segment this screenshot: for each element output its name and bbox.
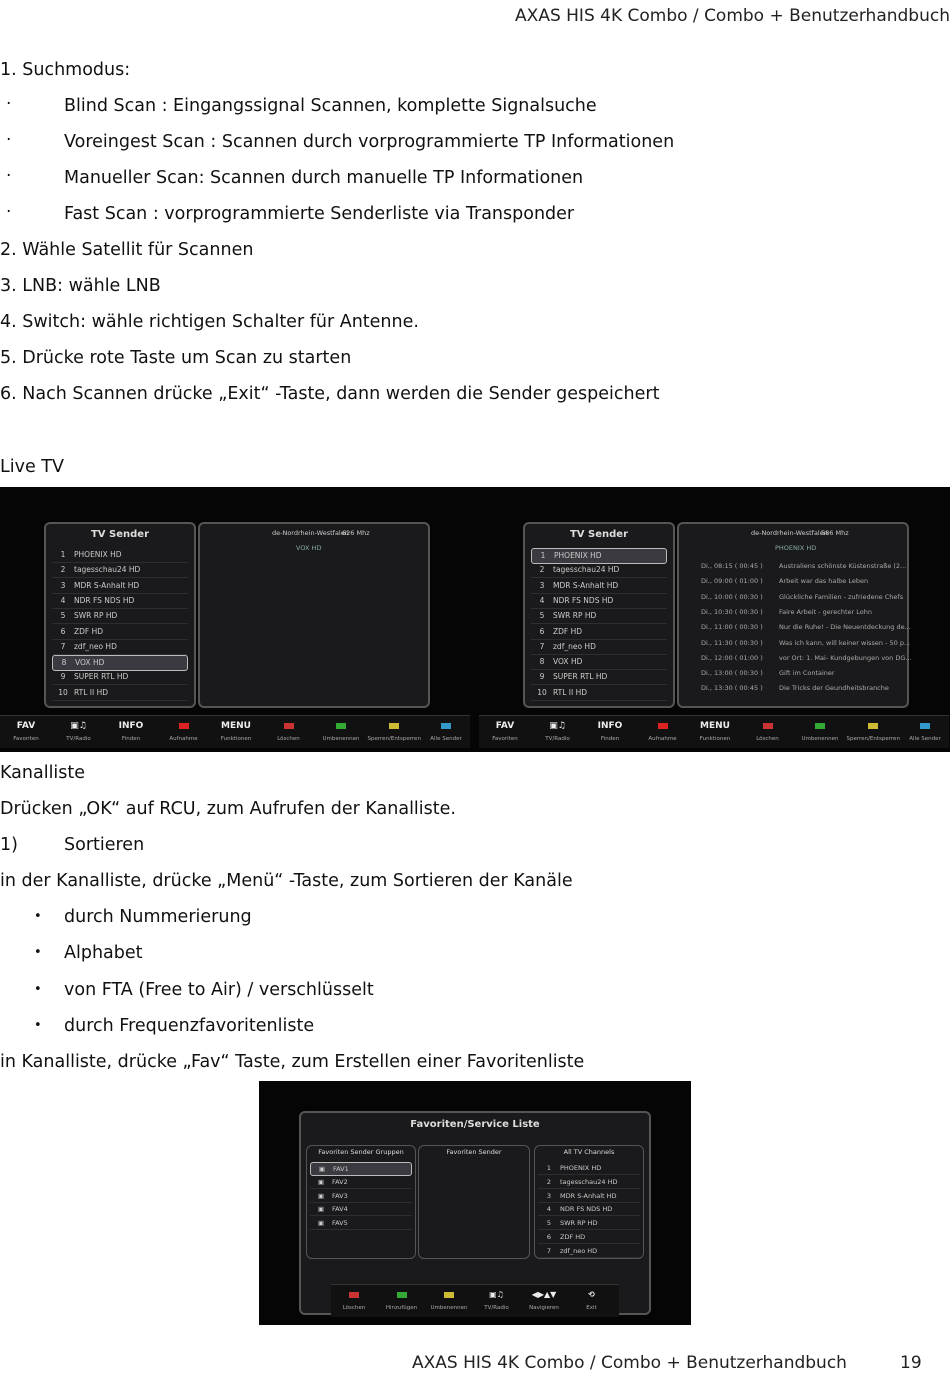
channel-name: tagesschau24 HD [74,565,141,575]
info-frequency: 626 Mhz [342,529,370,537]
fav-group-name: FAV3 [332,1191,348,1200]
button-label [742,721,794,733]
channel-number: 3 [60,580,66,590]
epg-time: Di., 10:30 ( 00:30 ) [701,607,763,616]
function-button [899,716,950,748]
button-label [426,1290,472,1302]
channel-row [52,563,188,578]
channel-row [52,625,188,640]
channel-row [531,625,667,640]
channel-number: 5 [539,611,545,621]
button-caption: Umbenennen [430,1305,468,1311]
channel-name: PHOENIX HD [554,551,602,560]
button-label [899,721,950,733]
channel-name: ZDF HD [560,1233,586,1241]
sort-option-frequency: durch Frequenzfavoritenliste [64,1016,315,1036]
epg-title: Gift im Container [779,669,835,678]
button-label [637,721,689,733]
button-caption: Aufnahme [169,736,198,742]
bullet: · [6,202,12,222]
all-channel-row [538,1162,640,1175]
channel-name: zdf_neo HD [74,641,117,651]
button-label: ▣♫ [549,721,566,731]
epg-title: Nur die Ruhe! - Die Neuentdeckung de... [779,623,911,632]
channel-name: NDR FS NDS HD [553,595,614,605]
button-label [420,721,472,733]
epg-title: Glückliche Familien - zufriedene Chefs [779,592,904,601]
sort-number: 1) [0,835,18,855]
button-caption: Sperren/Entsperren [846,736,900,742]
channel-row [531,579,667,594]
button-caption: Löschen [342,1305,366,1311]
menu-instruction: in der Kanalliste, drücke „Menü“ -Taste, zum Sortieren der Kanäle [0,871,573,891]
button-label: FAV [495,721,515,731]
epg-title: Arbeit war das halbe Leben [779,577,869,586]
channel-info-panel [677,522,912,708]
color-key-icon [815,723,825,729]
fav-channels-column [418,1145,530,1259]
step-3: 3. LNB: wähle LNB [0,276,161,296]
bullet: • [34,982,42,997]
epg-title: Faire Arbeit - gerechter Lohn [779,607,872,616]
button-label: ▣♫ [489,1290,504,1299]
channel-number: 1 [540,551,546,560]
button-label [847,721,899,733]
channel-number: 1 [546,1164,552,1172]
button-label: ◀▶▲▼ [531,1290,557,1299]
button-caption: Exit [586,1305,597,1311]
tv-sender-panel [44,522,196,708]
button-label [368,721,420,733]
button-caption: Löschen [756,736,779,742]
channel-name: SWR RP HD [560,1219,598,1228]
function-button [420,716,472,748]
button-caption: Navigieren [529,1305,559,1311]
button-label [315,721,367,733]
step-5: 5. Drücke rote Taste um Scan zu starten [0,348,352,368]
channel-number: 10 [537,687,547,697]
function-button [263,716,315,748]
channel-name: SUPER RTL HD [553,672,608,682]
color-key-icon [868,723,878,729]
button-caption: Hinzufügen [385,1305,418,1311]
fav-channels-header: Favoriten Sender [446,1148,502,1156]
epg-time: Di., 11:00 ( 00:30 ) [701,623,763,632]
channel-info-panel [198,522,430,708]
button-label [331,1290,377,1302]
channel-name: VOX HD [553,657,583,667]
all-channel-row [538,1176,640,1189]
epg-title: Australiens schönste Küstenstraße (2... [779,562,907,570]
channel-name: RTL II HD [553,687,588,697]
page-footer: AXAS HIS 4K Combo / Combo + Benutzerhandbuch [412,1353,847,1373]
button-label: FAV [16,721,36,731]
live-tv-screenshot [0,487,950,752]
tv-icon: ▣ [317,1177,325,1186]
bullet: • [34,1018,42,1033]
fav-group-row [310,1217,412,1230]
function-button [742,716,794,748]
button-caption: Finden [600,736,620,742]
sort-option-alphabet: Alphabet [64,943,143,963]
function-button [315,716,367,748]
color-key-icon [658,723,668,729]
color-key-icon [397,1292,407,1298]
tv-icon: ▣ [318,1165,326,1173]
function-button [479,716,531,748]
all-channels-header: All TV Channels [563,1148,615,1156]
button-label: INFO [118,721,144,731]
button-caption: Aufnahme [648,736,677,742]
channel-name: tagesschau24 HD [553,565,620,575]
button-caption: TV/Radio [66,736,91,742]
info-region: de-Nordrhein-Westfalen [751,529,828,537]
button-caption: Alle Sender [430,736,462,742]
step-2: 2. Wähle Satellit für Scannen [0,240,254,260]
button-label [379,1290,425,1302]
button-caption: Funktionen [220,736,252,742]
info-current-channel: PHOENIX HD [775,544,817,552]
info-frequency: 586 Mhz [821,529,849,537]
button-caption: Favoriten [492,736,518,742]
function-button [532,716,584,748]
channel-number: 2 [539,565,545,575]
channel-row [531,655,667,670]
channel-name: SWR RP HD [553,611,597,621]
button-label: MENU [221,721,251,731]
fav-group-name: FAV2 [332,1177,348,1186]
channel-number: 9 [539,672,545,682]
function-button [210,716,262,748]
step-1-title: 1. Suchmodus: [0,60,131,80]
ok-instruction: Drücken „OK“ auf RCU, zum Aufrufen der Kanalliste. [0,799,456,819]
channel-name: MDR S-Anhalt HD [560,1191,617,1200]
channel-number: 5 [546,1219,552,1228]
channel-number: 7 [60,641,66,651]
function-button [105,716,157,748]
favorites-button-bar [331,1284,619,1317]
scan-mode-preset: Voreingest Scan : Scannen durch vorprogrammierte TP Informationen [64,132,675,152]
channel-number: 6 [60,626,66,636]
button-caption: Umbenennen [801,736,839,742]
channel-row [531,686,667,701]
bullet: · [6,130,12,150]
button-label: ▣♫ [70,721,87,731]
channel-number: 6 [539,626,545,636]
all-channel-row [538,1203,640,1216]
channel-row [531,594,667,609]
epg-title: Die Tricks der Geundheitsbranche [779,684,889,693]
bullet: • [34,909,42,924]
channel-row [52,609,188,624]
color-key-icon [336,723,346,729]
function-button [521,1285,567,1317]
channel-name: SUPER RTL HD [74,672,129,682]
channel-number: 4 [60,595,66,605]
epg-time: Di., 10:00 ( 00:30 ) [701,592,763,601]
button-label: MENU [700,721,730,731]
color-key-icon [284,723,294,729]
button-label: INFO [597,721,623,731]
channel-row [531,670,667,685]
channel-row [52,686,188,701]
function-button [368,716,420,748]
channel-number: 2 [546,1177,552,1186]
color-key-icon [444,1292,454,1298]
all-channels-column [534,1145,644,1259]
fav-groups-column [306,1145,416,1259]
function-button [331,1285,377,1317]
function-button [847,716,899,748]
color-key-icon [349,1292,359,1298]
button-label [158,721,210,733]
function-button [569,1285,615,1317]
color-key-icon [389,723,399,729]
channel-name: PHOENIX HD [560,1164,602,1172]
color-key-icon [763,723,773,729]
function-button [0,716,52,748]
function-button [689,716,741,748]
channel-number: 7 [546,1246,552,1255]
channel-number: 2 [60,565,66,575]
tv-sender-panel [523,522,675,708]
page-header: AXAS HIS 4K Combo / Combo + Benutzerhandbuch [515,6,950,26]
favorites-title: Favoriten/Service Liste [410,1119,540,1130]
channel-name: MDR S-Anhalt HD [74,580,140,590]
function-button [158,716,210,748]
channel-name: RTL II HD [74,687,109,697]
fav-group-name: FAV5 [332,1219,348,1228]
channel-row [52,579,188,594]
channel-number: 3 [546,1191,552,1200]
channel-number: 3 [539,580,545,590]
all-channel-row [538,1217,640,1230]
fav-instruction: in Kanalliste, drücke „Fav“ Taste, zum Erstellen einer Favoritenliste [0,1052,585,1072]
all-channel-row [538,1245,640,1258]
epg-time: Di., 08:15 ( 00:45 ) [701,562,763,570]
bullet: • [34,945,42,960]
channel-name: zdf_neo HD [560,1246,598,1255]
button-caption: Sperren/Entsperren [367,736,421,742]
channel-number: 8 [539,657,545,667]
fav-group-row [310,1203,412,1216]
live-tv-button-bar [479,715,949,748]
tv-icon: ▣ [317,1219,325,1228]
function-button [637,716,689,748]
channel-name: tagesschau24 HD [560,1177,618,1186]
channel-name: NDR FS NDS HD [560,1205,613,1214]
button-caption: Funktionen [699,736,731,742]
function-button [379,1285,425,1317]
epg-time: Di., 13:00 ( 00:30 ) [701,669,763,678]
channel-name: SWR RP HD [74,611,118,621]
channel-name: ZDF HD [74,626,104,636]
channel-row [531,609,667,624]
channel-row [52,655,188,671]
all-channel-row [538,1190,640,1203]
button-label: ⟲ [588,1290,595,1299]
channel-row [531,548,667,564]
epg-time: Di., 11:30 ( 00:30 ) [701,638,763,647]
color-key-icon [179,723,189,729]
channel-row [52,670,188,685]
step-4: 4. Switch: wähle richtigen Schalter für Antenne. [0,312,419,332]
channel-number: 8 [61,658,67,668]
channel-number: 5 [60,611,66,621]
favorites-screenshot [259,1081,691,1325]
channel-name: ZDF HD [553,626,583,636]
scan-mode-fast: Fast Scan : vorprogrammierte Senderliste via Transponder [64,204,575,224]
button-caption: Favoriten [13,736,39,742]
button-caption: Löschen [277,736,300,742]
channel-number: 10 [58,687,68,697]
info-current-channel: VOX HD [296,544,322,552]
scan-mode-manual: Manueller Scan: Scannen durch manuelle TP Informationen [64,168,584,188]
fav-group-name: FAV1 [333,1165,349,1173]
info-region: de-Nordrhein-Westfalen [272,529,349,537]
tv-icon: ▣ [317,1205,325,1214]
channel-row [531,640,667,655]
section-heading-kanalliste: Kanalliste [0,763,86,783]
fav-group-name: FAV4 [332,1205,348,1214]
channel-row [52,548,188,563]
color-key-icon [441,723,451,729]
sort-heading: Sortieren [64,835,145,855]
button-label [794,721,846,733]
bullet: · [6,94,12,114]
sort-option-number: durch Nummerierung [64,907,252,927]
fav-group-row [310,1162,412,1176]
page-number: 19 [900,1353,922,1373]
all-channel-row [538,1231,640,1244]
button-caption: TV/Radio [545,736,570,742]
bullet: · [6,166,12,186]
channel-name: MDR S-Anhalt HD [553,580,619,590]
channel-number: 4 [539,595,545,605]
epg-title: Was ich kann, will keiner wissen - 50 p... [779,638,911,647]
button-caption: TV/Radio [484,1305,509,1311]
channel-number: 4 [546,1205,552,1214]
tv-icon: ▣ [317,1191,325,1200]
epg-time: Di., 09:00 ( 01:00 ) [701,577,763,586]
step-6: 6. Nach Scannen drücke „Exit“ -Taste, dann werden die Sender gespeichert [0,384,660,404]
channel-name: zdf_neo HD [553,641,596,651]
channel-number: 7 [539,641,545,651]
function-button [794,716,846,748]
channel-row [52,594,188,609]
channel-row [52,640,188,655]
function-button [53,716,105,748]
button-label [263,721,315,733]
scan-mode-blind: Blind Scan : Eingangssignal Scannen, komplette Signalsuche [64,96,597,116]
fav-groups-header: Favoriten Sender Gruppen [318,1148,404,1156]
function-button [474,1285,520,1317]
sort-option-fta: von FTA (Free to Air) / verschlüsselt [64,980,374,1000]
button-caption: Alle Sender [909,736,941,742]
button-caption: Umbenennen [322,736,360,742]
function-button [584,716,636,748]
function-button [426,1285,472,1317]
color-key-icon [920,723,930,729]
channel-row [531,563,667,578]
tv-sender-title: TV Sender [569,529,629,540]
live-tv-button-bar [0,715,470,748]
channel-name: PHOENIX HD [74,550,122,559]
tv-sender-title: TV Sender [90,529,150,540]
button-caption: Finden [121,736,141,742]
epg-title: vor Ort: 1. Mai- Kundgebungen von DG... [779,653,912,662]
channel-number: 9 [60,672,66,682]
fav-group-row [310,1190,412,1203]
fav-group-row [310,1176,412,1189]
channel-name: VOX HD [75,658,105,668]
channel-name: NDR FS NDS HD [74,595,135,605]
channel-number: 6 [546,1233,552,1241]
channel-number: 1 [60,550,66,559]
epg-time: Di., 13:30 ( 00:45 ) [701,684,763,693]
epg-time: Di., 12:00 ( 01:00 ) [701,653,763,662]
section-heading-live-tv: Live TV [0,457,64,477]
